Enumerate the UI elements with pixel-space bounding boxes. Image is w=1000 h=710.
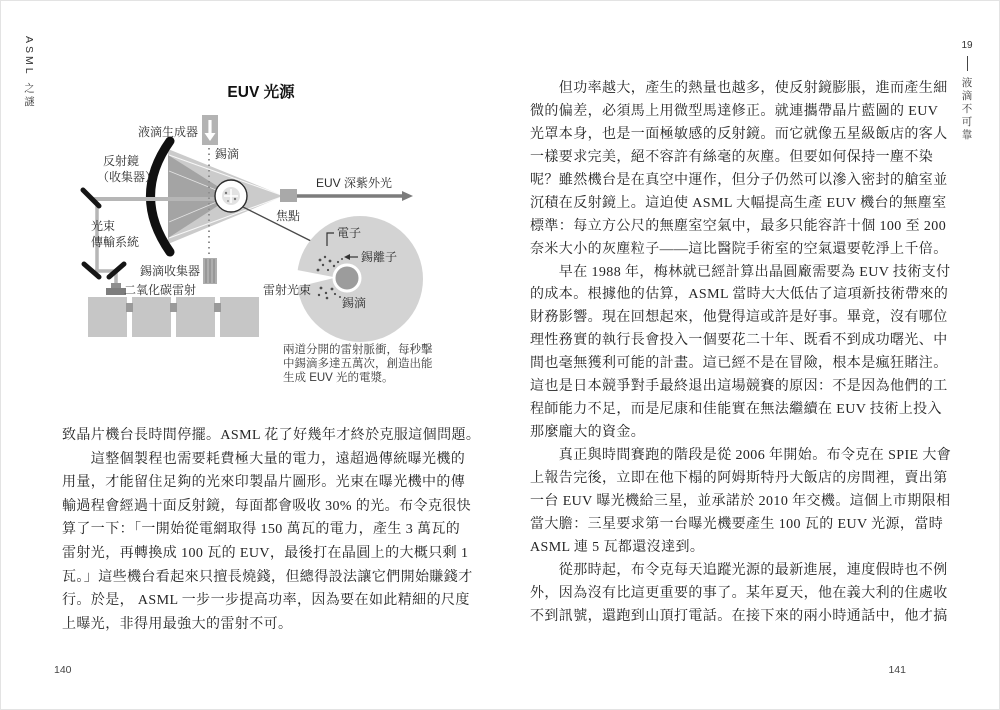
text-line: 這也是日本競爭對手最終退出這場競賽的原因：不是因為他們的工: [530, 379, 948, 395]
co2-laser-box: [88, 297, 127, 337]
euv-diagram: [55, 75, 475, 405]
label-euv-light: EUV 深紫外光: [315, 176, 393, 190]
text-line: 輸過程會經過十面反射鏡，每面都會吸收 30% 的光。布令克很快: [62, 498, 472, 514]
label-beam-1: 光束: [91, 219, 116, 233]
laser-output-base: [106, 288, 126, 295]
co2-laser-box: [132, 297, 171, 337]
left-page-body: [62, 424, 480, 636]
text-line: 程師能力不足，而是尼康和佳能實在無法繼續在 EUV 技術上投入: [530, 402, 942, 418]
text-line: 當大膽：三星要求第一台曝光機要產生 100 瓦的 EUV 光源，當時: [530, 516, 944, 532]
text-line: 用量，才能留住足夠的光來印製晶片圖形。光束在曝光機中的傳: [62, 475, 466, 491]
inset-tin-droplet-circle: [334, 265, 360, 291]
laser-connector: [126, 303, 133, 312]
chapter-rule: [967, 56, 968, 71]
label-beam-2: 傳輸系統: [91, 235, 140, 249]
text-line: 早在 1988 年，梅林就已經計算出晶圓廠需要為 EUV 技術支付: [530, 264, 951, 280]
label-inset-tin-droplet: 錫滴: [342, 296, 367, 310]
chapter-title: 液滴不可靠: [960, 77, 973, 142]
text-line: 光罩本身，也是一面極敏感的反射鏡。而它就像五星級飯店的客人: [530, 126, 948, 142]
text-line: 標準：每立方公尺的無塵室空氣中，最多只能容許十個 100 至 200: [530, 218, 947, 234]
euv-beam-arrowhead: [402, 191, 413, 201]
label-tin-ion: 錫離子: [361, 250, 398, 264]
text-line: 一台 EUV 曝光機給三星，並承諾於 2010 年交機。這個上市期限相: [530, 493, 951, 509]
text-line: 上曝光，非得用最強大的雷射不可。: [62, 616, 293, 632]
label-electron: 電子: [337, 226, 362, 240]
text-line: 算了一下：「一開始從電網取得 150 萬瓦的電力，產生 3 萬瓦的: [62, 522, 461, 538]
page-number-right: 141: [888, 664, 906, 676]
text-line: 呢？雖然機台是在真空中運作，但分子仍然可以滲入密封的艙室並: [530, 172, 948, 188]
co2-laser-box: [176, 297, 215, 337]
label-droplet-generator: 液滴生成器: [137, 125, 198, 139]
text-line: 那麼龐大的資金。: [530, 425, 646, 441]
chapter-number: 19: [961, 40, 973, 51]
co2-laser-box: [220, 297, 259, 337]
right-page-body: [530, 78, 951, 629]
plasma-dot: [227, 200, 229, 202]
text-line: 間也毫無獲利可能的計畫。這已經不是在冒險，根本是瘋狂賭注。: [530, 356, 948, 372]
text-line: ASML 連 5 瓦都還沒達到。: [530, 539, 705, 555]
label-mirror-1: 反射鏡: [103, 154, 140, 168]
text-line: 從那時起，布令克每天追蹤光源的最新進展，連度假時也不例: [530, 562, 948, 578]
collector-mirror-arc: [151, 141, 171, 252]
laser-connector: [214, 303, 221, 312]
inset-caption-1: 兩道分開的雷射脈衝，每秒擊: [283, 344, 433, 356]
text-line: 奈米大小的灰塵粒子——這比醫院手術室的空氣還要乾淨上千倍。: [530, 241, 948, 257]
focal-block: [280, 189, 297, 202]
text-line: 這整個製程也需要耗費極大量的電力，遠超過傳統曝光機的: [62, 451, 466, 467]
inset-caption-3: 生成 EUV 光的電漿。: [283, 372, 394, 384]
text-line: 行。於是， ASML 一步一步提高功率，因為要在如此精細的尺度: [62, 593, 470, 609]
text-line: 財務影響。現在回想起來，他覺得這或許是好事。畢竟，沒有哪位: [530, 310, 948, 326]
text-line: 瓦。」這些機台看起來只擅長燒錢，但總得設法讓它們開始賺錢才: [62, 569, 473, 585]
text-line: 一樣要求完美，絕不容許有絲毫的灰塵。但要如何保持一塵不染: [530, 149, 934, 165]
inset-caption-2: 中錫滴多達五萬次，創造出能: [283, 358, 433, 370]
page-number-left: 140: [54, 664, 72, 676]
text-line: 的成本。根據他的估算，ASML 當時大大低估了這項新技術帶來的: [530, 287, 949, 303]
text-line: 微的偏差，必須馬上用微型馬達修正。就連攜帶晶片藍圖的 EUV: [530, 103, 939, 119]
label-mirror-2: （收集器）: [97, 170, 158, 184]
label-laser-beam: 雷射光束: [263, 283, 312, 297]
text-line: 外，因為沒有比這更重要的事了。某年夏天，他在義大利的住處收: [530, 585, 948, 601]
text-line: 上報告完後，立即在他下榻的阿姆斯特丹大飯店的房間裡，賣出第: [530, 470, 948, 486]
book-title-margin: ASML 之謎: [23, 36, 35, 110]
plasma-dot: [225, 192, 227, 194]
text-line: 雷射光，再轉換成 100 瓦的 EUV，最後打在晶圓上的大概只剩 1: [62, 545, 469, 561]
text-line: 但功率越大，產生的熱量也越多，使反射鏡膨脹，進而產生細: [530, 81, 948, 96]
text-line: 真正與時間賽跑的階段是從 2006 年開始。布令克在 SPIE 大會: [530, 448, 952, 463]
chapter-marker: [956, 40, 978, 142]
label-tin-droplet: 錫滴: [215, 147, 240, 161]
laser-connector: [170, 303, 177, 312]
plasma-dot: [234, 198, 236, 200]
text-line: 沉積在反射鏡上。這迫使 ASML 大幅提高生產 EUV 機台的無塵室: [530, 195, 947, 211]
label-focal-point: 焦點: [275, 209, 301, 223]
label-co2-laser: 二氧化碳雷射: [124, 283, 197, 297]
label-droplet-collector: 錫滴收集器: [139, 264, 200, 278]
text-line: 致晶片機台長時間停擺。ASML 花了好幾年才終於克服這個問題。: [62, 428, 481, 443]
text-line: 不到訊號，還跑到山頂打電話。在接下來的兩小時通話中，他才搞: [530, 608, 948, 624]
text-line: 理性務實的執行長會投入一個要花二十年、既看不到成功曙光、中: [530, 333, 948, 349]
diagram-title: EUV 光源: [227, 84, 295, 101]
